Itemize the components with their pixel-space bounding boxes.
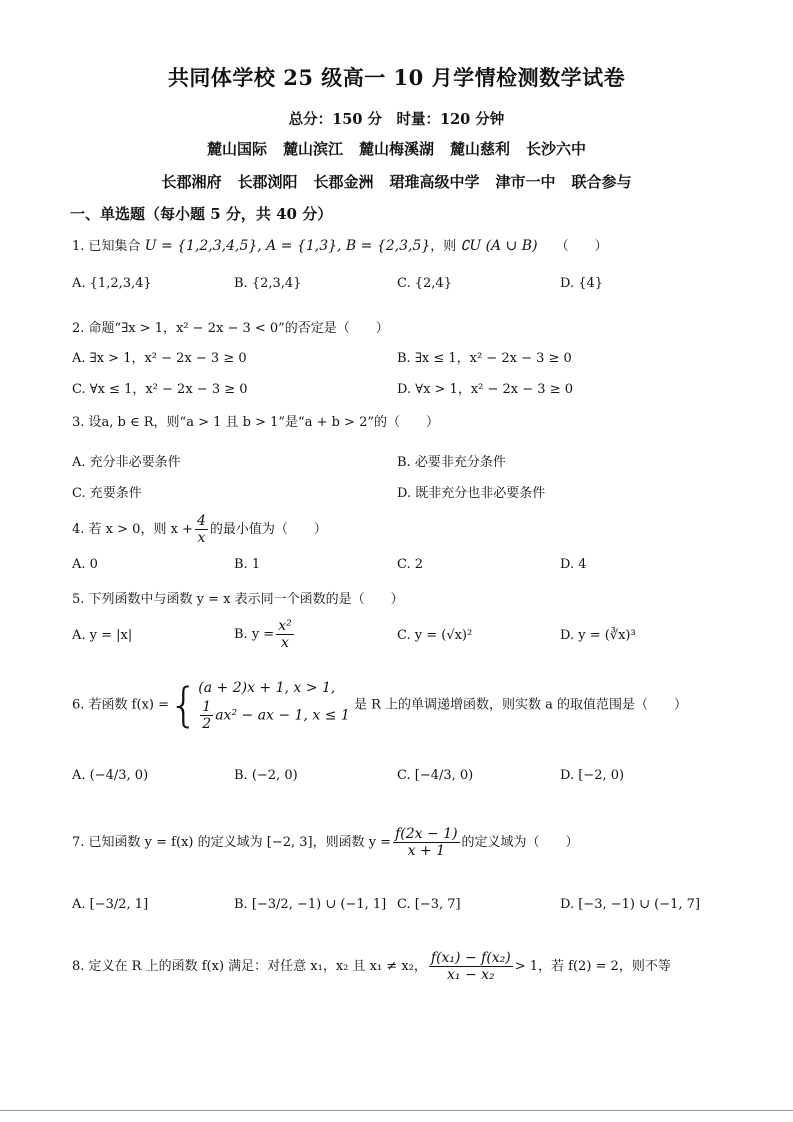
option-a: A. [−3/2, 1] [72, 897, 149, 912]
question-number: 3. [72, 415, 85, 430]
schools-row-1 [0, 138, 793, 159]
school-name: 麓山慈利 [450, 140, 511, 158]
option-b [234, 618, 296, 651]
question-stem: 定义在 R 上的函数 f(x) 满足：对任意 x₁，x₂ 且 x₁ ≠ x₂， [88, 959, 427, 975]
left-brace: { [169, 678, 199, 733]
question-6 [72, 678, 687, 732]
question-stem: 的最小值为（ ） [209, 522, 327, 538]
option-d: D. 既非充分也非必要条件 [397, 486, 546, 501]
option-a: A. {1,2,3,4} [72, 276, 152, 291]
option-b: B. 必要非充分条件 [397, 455, 506, 470]
option-c: C. y = (√x)² [397, 628, 473, 643]
question-stem: 已知函数 y = f(x) 的定义域为 [−2, 3]，则函数 y = [88, 835, 392, 851]
fraction [393, 826, 459, 859]
school-name: 麓山滨江 [282, 140, 343, 158]
option-a: A. 充分非必要条件 [72, 455, 181, 470]
page-title: 共同体学校 25 级高一 10 月学情检测数学试卷 [167, 65, 626, 90]
school-name: 麓山梅溪湖 [358, 140, 434, 158]
school-name: 珺琟高级中学 [389, 173, 480, 191]
fraction [429, 950, 513, 983]
option-a: A. ∃x > 1，x² − 2x − 3 ≥ 0 [72, 351, 247, 366]
option-c: C. {2,4} [397, 276, 452, 291]
option-a: A. 0 [72, 557, 98, 572]
score-line: 总分：150 分 时量：120 分钟 [288, 111, 505, 128]
question-8 [72, 950, 671, 983]
option-d: D. y = (∛x)³ [560, 628, 636, 643]
option-d: D. 4 [560, 557, 587, 572]
option-b: B. (−2, 0) [234, 768, 298, 783]
school-name: 联合参与 [571, 173, 632, 191]
option-b: B. 1 [234, 557, 261, 572]
school-name: 长郡金洲 [313, 173, 374, 191]
option-b: B. ∃x ≤ 1，x² − 2x − 3 ≥ 0 [397, 351, 572, 366]
school-name: 长沙六中 [526, 140, 587, 158]
option-b: B. [−3/2, −1) ∪ (−1, 1] [234, 897, 387, 912]
fraction [200, 699, 213, 732]
school-name: 麓山国际 [206, 140, 267, 158]
question-math: ∁U (A ∪ B) [460, 238, 538, 254]
option-c: C. 充要条件 [72, 486, 142, 501]
option-label: B. y = [234, 627, 275, 643]
fraction-denominator: x [197, 530, 206, 547]
fraction-numerator: x² [278, 618, 292, 634]
option-d: D. {4} [560, 276, 604, 291]
fraction-denominator: x₁ − x₂ [446, 967, 495, 984]
option-a: A. (−4/3, 0) [72, 768, 149, 783]
piece-2 [198, 699, 350, 732]
question-stem: 是 R 上的单调递增函数，则实数 a 的取值范围是（ ） [353, 697, 688, 713]
question-stem: 若函数 f(x) = [88, 697, 169, 713]
schools-row-2 [0, 171, 793, 192]
question-stem: 设a, b ∈ R，则“a > 1 且 b > 1”是“a + b > 2”的（ ） [88, 415, 439, 430]
option-c: C. 2 [397, 557, 424, 572]
fraction-denominator: x [280, 635, 289, 652]
school-name: 长郡浏阳 [237, 173, 298, 191]
question-3 [72, 411, 439, 430]
question-stem: 已知集合 [88, 239, 141, 254]
question-5 [72, 588, 404, 607]
question-number: 1. [72, 239, 85, 254]
fraction-numerator: f(x₁) − f(x₂) [430, 950, 511, 966]
option-a: A. y = |x| [72, 628, 133, 643]
question-7 [72, 826, 579, 859]
fraction [276, 618, 294, 651]
option-c: C. ∀x ≤ 1，x² − 2x − 3 ≥ 0 [72, 382, 248, 397]
option-d: D. [−3, −1) ∪ (−1, 7] [560, 897, 700, 912]
piecewise-cases [198, 678, 350, 732]
question-stem: 若 x > 0，则 x + [88, 522, 193, 538]
school-name: 长郡湘府 [161, 173, 222, 191]
fraction-denominator: x + 1 [407, 843, 446, 860]
fraction-denominator: 2 [202, 716, 212, 733]
page-bottom-rule [0, 1110, 793, 1111]
piece-1: (a + 2)x + 1, x > 1, [198, 680, 336, 696]
question-1 [72, 235, 608, 254]
option-c: C. [−4/3, 0) [397, 768, 474, 783]
fraction [195, 513, 208, 546]
question-number: 7. [72, 835, 85, 851]
school-name: 津市一中 [495, 173, 556, 191]
question-number: 5. [72, 592, 85, 607]
option-c: C. [−3, 7] [397, 897, 461, 912]
piece-2-tail: ax² − ax − 1, x ≤ 1 [215, 707, 350, 724]
question-stem: 的定义域为（ ） [461, 835, 579, 851]
fraction-numerator: 1 [202, 699, 212, 715]
question-stem: > 1，若 f(2) = 2，则不等 [514, 959, 671, 975]
question-number: 2. [72, 321, 85, 336]
question-stem: 下列函数中与函数 y = x 表示同一个函数的是（ ） [88, 592, 404, 607]
question-4 [72, 513, 327, 546]
question-stem: ，则 [430, 239, 457, 254]
question-number: 6. [72, 697, 85, 713]
question-stem: 命题“∃x > 1，x² − 2x − 3 < 0”的否定是（ ） [88, 321, 389, 336]
option-d: D. ∀x > 1，x² − 2x − 3 ≥ 0 [397, 382, 573, 397]
question-number: 4. [72, 522, 85, 538]
question-2 [72, 317, 389, 336]
question-number: 8. [72, 959, 85, 975]
fraction-numerator: 4 [196, 513, 206, 529]
question-math: U = {1,2,3,4,5}, A = {1,3}, B = {2,3,5} [144, 238, 431, 254]
option-b: B. {2,3,4} [234, 276, 302, 291]
option-d: D. [−2, 0) [560, 768, 625, 783]
section-heading: 一、单选题（每小题 5 分，共 40 分） [70, 205, 333, 223]
answer-paren: （ ） [555, 239, 608, 254]
fraction-numerator: f(2x − 1) [395, 826, 458, 842]
